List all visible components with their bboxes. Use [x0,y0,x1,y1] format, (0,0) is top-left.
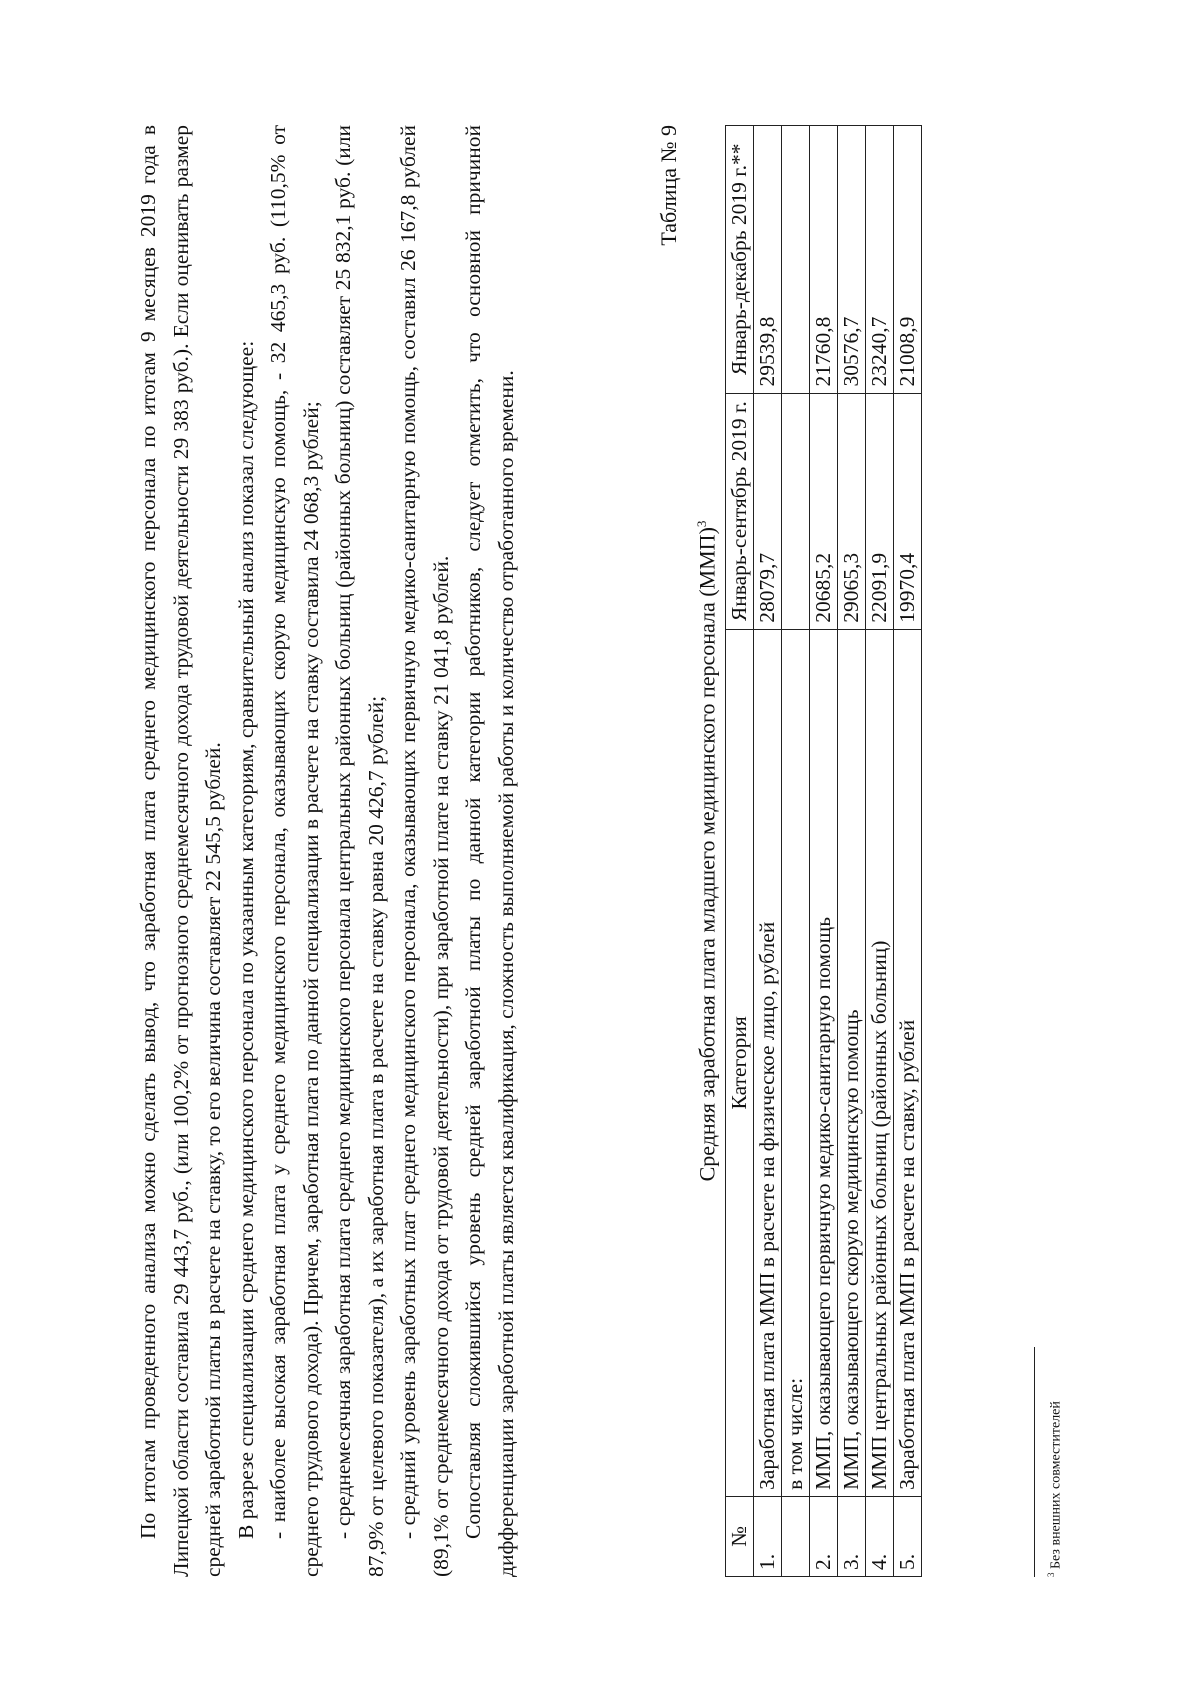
cell-category: ММП, оказывающего первичную медико-санитарную помощь [810,629,838,1496]
cell-number [782,1496,810,1576]
cell-value: 19970,4 [894,393,922,629]
cell-value: 21760,8 [810,126,838,394]
table-row [894,126,922,1577]
footnote-mark: 3 [1046,1572,1056,1577]
cell-category: ММП, оказывающего скорую медицинскую помощь [838,629,866,1496]
header-number: № [726,1496,754,1576]
cell-value: 30576,7 [838,126,866,394]
cell-category: Заработная плата ММП в расчете на ставку, рублей [894,629,922,1496]
table-row [866,126,894,1577]
salary-table [725,125,922,1577]
header-category: Категория [726,629,754,1496]
cell-category: ММП центральных районных больниц (районных больниц) [866,629,894,1496]
paragraph-summary: По итогам проведенного анализа можно сделать вывод, что заработная плата среднего медицинского персонала по итогам 9 месяцев 2019 года в Липецкой области составила 29 443,7 руб., (или 100,2% от прогнозного среднемесячного дохода трудовой деятельности 29 383 руб.). Если оценивать размер средней заработной платы в расчете на ставку, то его величина составляет 22 545,5 рублей. [136,125,225,1577]
cell-value: 28079,7 [754,393,782,629]
list-item-primary-care: - средний уровень заработных плат среднего медицинского персонала, оказывающих первичную медико-санитарную помощь, составил 26 167,8 рублей (89,1% от среднемесячного дохода от трудовой деятельности), при заработной плате на ставку 21 041,8 рублей. [396,125,453,1577]
cell-number: 1. [754,1496,782,1576]
cell-number: 3. [838,1496,866,1576]
footnote-text: Без внешних совместителей [1048,1401,1064,1569]
header-jan-sep: Январь-сентябрь 2019 г. [726,393,754,629]
cell-value: 20685,2 [810,393,838,629]
list-item-district-hospitals: - среднемесячная заработная плата среднего медицинского персонала центральных районных больниц (районных больниц) составляет 25 832,1 руб. (или 87,9% от целевого показателя), а их заработная плата в расчете на ставку равна 20 426,7 рублей; [331,125,388,1577]
cell-value [782,126,810,394]
cell-value: 21008,9 [894,126,922,394]
body-text [132,125,522,1577]
table-row [754,126,782,1577]
cell-number: 2. [810,1496,838,1576]
table-number-label: Таблица № 9 [656,125,681,246]
table-title-text: Средняя заработная плата младшего медицинского персонала (ММП) [694,527,720,1182]
footnote-separator [1034,1347,1035,1577]
cell-value: 22091,9 [866,393,894,629]
cell-value: 29065,3 [838,393,866,629]
table-title [694,125,720,1577]
table-row [782,126,810,1577]
table-header-row [726,126,754,1577]
footnote [1046,1401,1065,1577]
table-row [838,126,866,1577]
header-jan-dec: Январь-декабрь 2019 г.** [726,126,754,394]
cell-value: 29539,8 [754,126,782,394]
list-item-ambulance: - наиболее высокая заработная плата у среднего медицинского персонала, оказывающих скорую медицинскую помощь, - 32 465,3 руб. (110,5% от среднего трудового дохода). Причем, заработная плата по данной специализации в расчете на ставку составила 24 068,3 рублей; [266,125,323,1577]
cell-value [782,393,810,629]
paragraph-specialization: В разрезе специализации среднего медицинского персонала по указанным категориям, сравнительный анализ показал следующее: [233,340,258,1539]
paragraph-conclusion: Сопоставляя сложившийся уровень средней заработной платы по данной категории работников, следует отметить, что основной причиной дифференциации заработной платы является квалификация, сложность выполняемой работы и количество отработанного времени. [461,125,518,1577]
table-row [810,126,838,1577]
cell-number: 4. [866,1496,894,1576]
cell-category: Заработная плата ММП в расчете на физическое лицо, рублей [754,629,782,1496]
cell-number: 5. [894,1496,922,1576]
cell-value: 23240,7 [866,126,894,394]
footnote-reference: 3 [694,520,709,528]
cell-category: в том числе: [782,629,810,1496]
